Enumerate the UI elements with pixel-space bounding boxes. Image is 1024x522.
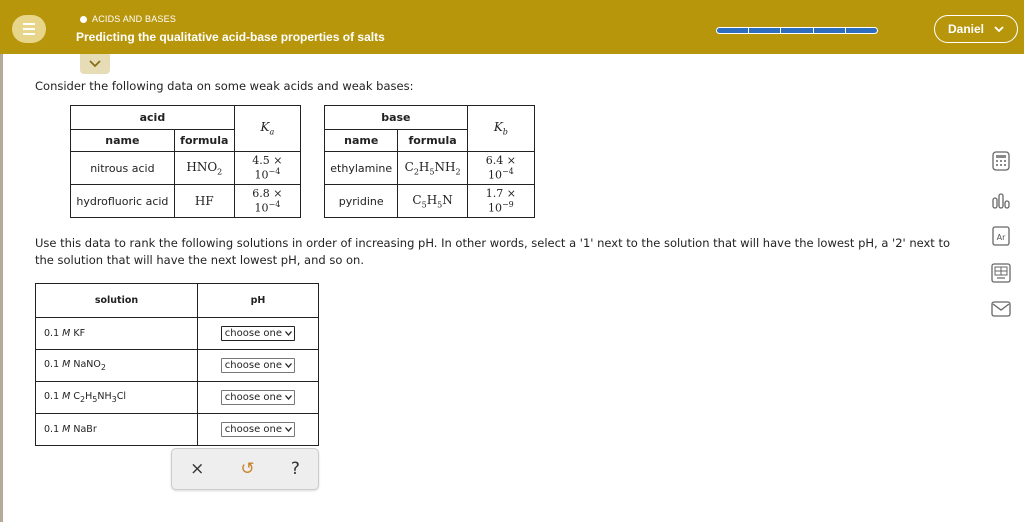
ka-header: $K_a$ <box>234 106 300 152</box>
base-name: ethylamine <box>325 152 398 185</box>
acid-formula: $HNO_2$ <box>174 152 234 185</box>
left-edge <box>0 54 3 522</box>
acid-name: hydrofluoric acid <box>71 185 175 218</box>
solution-label: 0.1 M KF <box>36 318 198 350</box>
solution-header: solution <box>36 284 198 318</box>
acid-name: nitrous acid <box>71 152 175 185</box>
chevron-down-icon <box>285 331 292 336</box>
instructions-text: Use this data to rank the following solutions in order of increasing pH. In other words, select a '1' next to the solution that will have the lowest pH, a '2' next to the solution that will have the next lowest pH, and so on. <box>35 236 951 267</box>
answer-actions <box>171 448 319 490</box>
header <box>0 0 1024 54</box>
calculator-icon[interactable] <box>990 150 1012 172</box>
ph-rank-select[interactable]: choose one <box>221 390 295 405</box>
acid-ka: $4.5 \times 10^{-4}$ <box>234 152 300 185</box>
acid-table <box>70 105 301 218</box>
bar-chart-icon[interactable] <box>990 190 1012 212</box>
topic-dot-icon <box>80 16 87 23</box>
base-kb: $6.4 \times 10^{-4}$ <box>467 152 534 185</box>
ph-header: pH <box>198 284 319 318</box>
acid-header: acid <box>71 106 235 130</box>
solution-label: 0.1 M NaNO$_2$ <box>36 350 198 382</box>
rank-table <box>35 283 319 446</box>
solution-label: 0.1 M $C_2H_5NH_3Cl$ <box>36 382 198 414</box>
user-menu-button[interactable] <box>934 15 1018 43</box>
collapse-toggle[interactable] <box>80 54 110 74</box>
base-name: pyridine <box>325 185 398 218</box>
svg-text:Ar: Ar <box>996 233 1006 242</box>
reference-icon[interactable] <box>990 262 1012 284</box>
base-formula: $C_2H_5NH_2$ <box>398 152 467 185</box>
chevron-down-icon <box>285 363 292 368</box>
topic-label: ACIDS AND BASES <box>80 14 176 24</box>
intro-text: Consider the following data on some weak acids and weak bases: <box>35 79 414 93</box>
acid-name-header: name <box>71 130 175 152</box>
chevron-down-icon <box>285 427 292 432</box>
acid-formula: HF <box>174 185 234 218</box>
undo-button[interactable]: ↺ <box>240 459 255 479</box>
table-row <box>36 414 319 446</box>
ph-rank-select[interactable]: choose one <box>221 422 295 437</box>
table-row <box>36 382 319 414</box>
progress-bar <box>716 27 878 34</box>
solution-label: 0.1 M NaBr <box>36 414 198 446</box>
base-name-header: name <box>325 130 398 152</box>
table-row <box>36 350 319 382</box>
base-kb: $1.7 \times 10^{-9}$ <box>467 185 534 218</box>
help-button[interactable]: ? <box>290 459 300 479</box>
table-row <box>36 318 319 350</box>
ph-rank-select[interactable]: choose one <box>221 358 295 373</box>
base-formula-header: formula <box>398 130 467 152</box>
user-name: Daniel <box>947 22 984 36</box>
base-formula: $C_5H_5N$ <box>398 185 467 218</box>
ph-rank-select[interactable]: choose one <box>221 326 295 341</box>
periodic-table-icon[interactable] <box>990 225 1012 247</box>
acid-formula-header: formula <box>174 130 234 152</box>
base-header: base <box>325 106 468 130</box>
clear-button[interactable]: × <box>190 459 205 479</box>
mail-icon[interactable] <box>990 298 1012 320</box>
chevron-down-icon <box>89 60 101 68</box>
base-table <box>324 105 535 218</box>
acid-ka: $6.8 \times 10^{-4}$ <box>234 185 300 218</box>
chevron-down-icon <box>994 26 1004 33</box>
menu-icon[interactable] <box>12 15 46 43</box>
kb-header: $K_b$ <box>467 106 534 152</box>
chevron-down-icon <box>285 395 292 400</box>
page-title: Predicting the qualitative acid-base properties of salts <box>76 30 385 44</box>
